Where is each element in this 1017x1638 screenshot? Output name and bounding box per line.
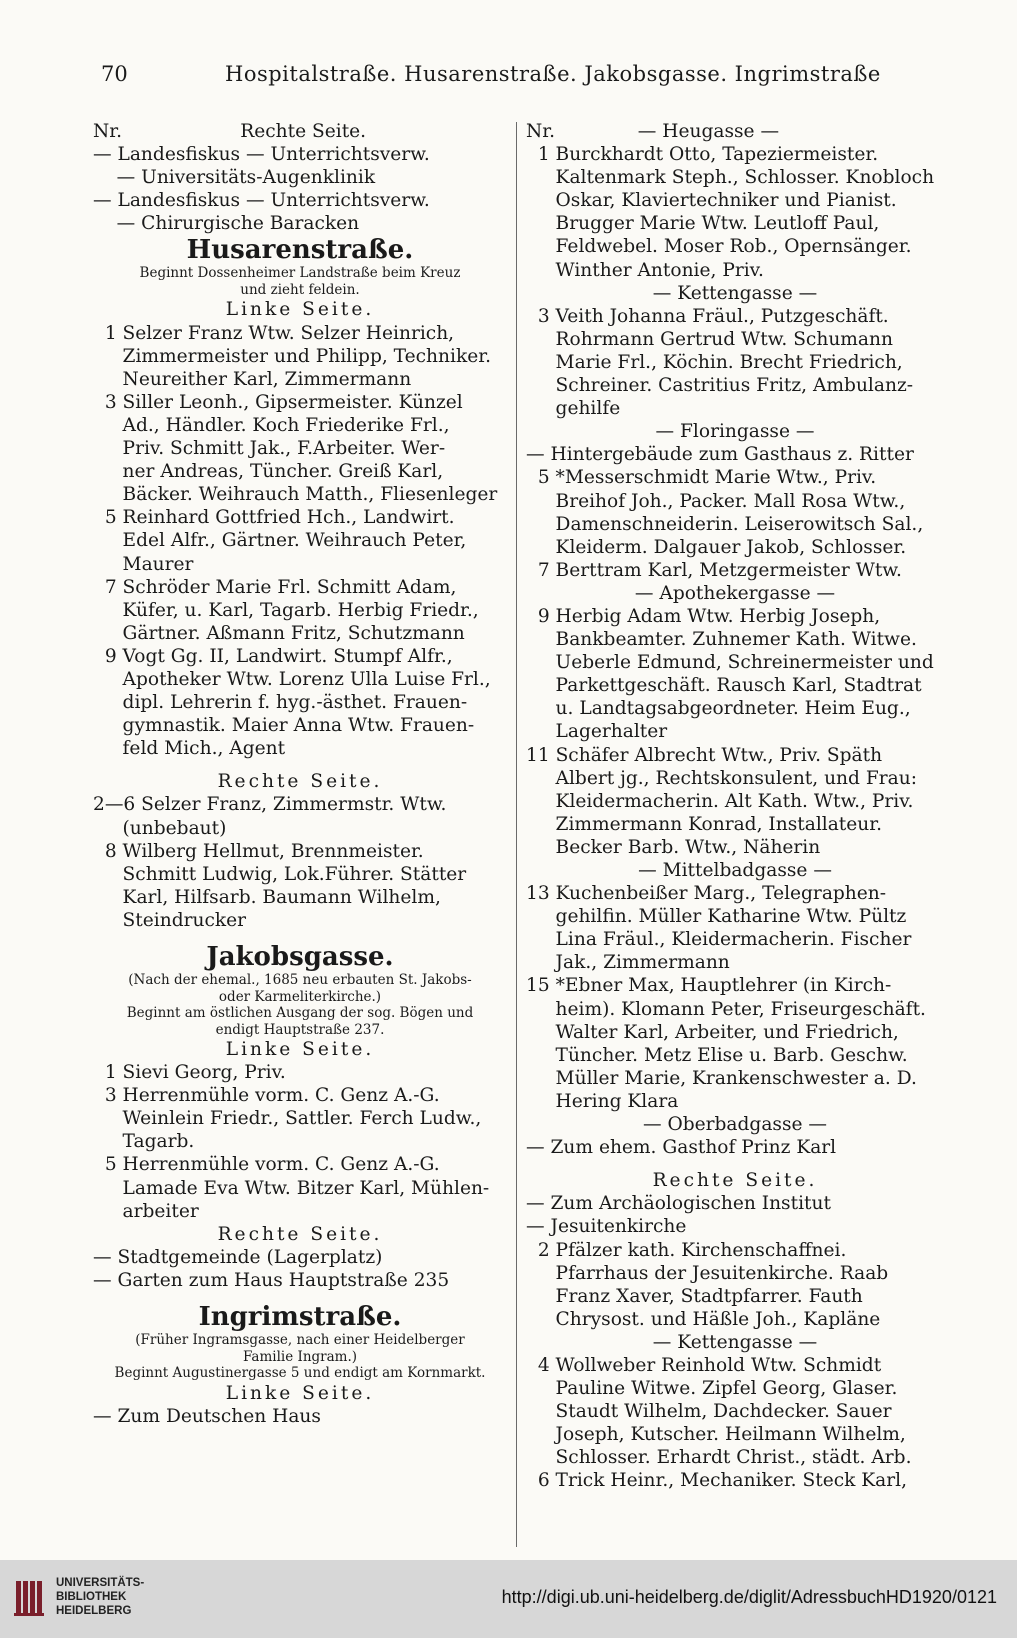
left-column-line: Steindrucker	[93, 909, 247, 931]
left-column-line: ner Andreas, Tüncher. Greiß Karl,	[93, 461, 444, 483]
left-column-line: feld Mich., Agent	[93, 738, 286, 760]
left-column-line: Linke Seite.	[225, 1382, 375, 1404]
right-column-line: Rechte Seite.	[652, 1170, 818, 1192]
left-column-line: Karl, Hilfsarb. Baumann Wilhelm,	[93, 886, 441, 908]
right-column-line: Kleiderm. Dalgauer Jakob, Schlosser.	[526, 536, 907, 558]
left-column	[93, 120, 507, 1428]
left-column-line: — Stadtgemeinde (Lagerplatz)	[93, 1246, 383, 1268]
left-column-line: Ad., Händler. Koch Friederike Frl.,	[93, 414, 450, 436]
right-column-line: Feldwebel. Moser Rob., Opernsänger.	[526, 236, 912, 258]
right-column-line: — Jesuitenkirche	[526, 1216, 687, 1238]
right-column-line: Lina Fräul., Kleidermacherin. Fischer	[526, 929, 912, 951]
left-column-line: Maurer	[93, 553, 194, 575]
right-column-line: Lagerhalter	[526, 721, 668, 743]
right-column-line: Ueberle Edmund, Schreinermeister und	[526, 652, 934, 674]
left-column-line: Rechte Seite.	[217, 1223, 383, 1245]
right-column-line: Schlosser. Erhardt Christ., städt. Arb.	[526, 1447, 912, 1469]
left-column-line: Tagarb.	[93, 1131, 195, 1153]
left-column-line: (unbebaut)	[93, 817, 227, 839]
page-number: 70	[101, 62, 128, 86]
right-column-line: gehilfin. Müller Katharine Wtw. Pültz	[526, 906, 907, 928]
left-column-line: Weinlein Friedr., Sattler. Ferch Ludw.,	[93, 1108, 482, 1130]
right-column-line: Zimmermann Konrad, Installateur.	[526, 813, 883, 835]
institution-line: BIBLIOTHEK	[56, 1591, 127, 1603]
left-column-line: 1 Selzer Franz Wtw. Selzer Heinrich,	[93, 322, 455, 344]
left-column-line: arbeiter	[93, 1200, 199, 1222]
left-column-line	[93, 1292, 507, 1302]
institution-line: UNIVERSITÄTS-	[56, 1577, 145, 1589]
right-column-line: Joseph, Kutscher. Heilmann Wilhelm,	[526, 1424, 906, 1446]
left-column-line: Rechte Seite.	[217, 771, 383, 793]
right-column-line: 5 *Messerschmidt Marie Wtw., Priv.	[526, 467, 877, 489]
right-column-line: 13 Kuchenbeißer Marg., Telegraphen-	[526, 883, 887, 905]
right-column-line: Chrysost. und Häßle Joh., Kapläne	[526, 1308, 881, 1330]
right-column-line: 4 Wollweber Reinhold Wtw. Schmidt	[526, 1354, 882, 1376]
right-column-line: Albert jg., Rechtskonsulent, und Frau:	[526, 767, 917, 789]
right-column-line: Kaltenmark Steph., Schlosser. Knobloch	[526, 167, 935, 189]
right-column-line: Pauline Witwe. Zipfel Georg, Glaser.	[526, 1378, 898, 1400]
left-column-line: endigt Hauptstraße 237.	[215, 1021, 385, 1038]
right-column-line: Rohrmann Gertrud Wtw. Schumann	[526, 328, 893, 350]
left-column-line: — Chirurgische Baracken	[93, 213, 360, 235]
left-column-line: Neureither Karl, Zimmermann	[93, 368, 412, 390]
right-column-line: 1 Burckhardt Otto, Tapeziermeister.	[526, 144, 879, 166]
left-column-line: Ingrimstraße.	[198, 1302, 402, 1333]
right-column-line: 2 Pfälzer kath. Kirchenschaffnei.	[526, 1239, 847, 1261]
left-column-line: 3 Herrenmühle vorm. C. Genz A.-G.	[93, 1085, 440, 1107]
left-column-line: — Landesfiskus — Unterrichtsverw.	[93, 144, 430, 166]
page-header	[95, 62, 925, 94]
right-column-line: Schreiner. Castritius Fritz, Ambulanz-	[526, 375, 914, 397]
left-column-line: Linke Seite.	[225, 1039, 375, 1060]
left-column-line	[93, 760, 507, 770]
institution-line: HEIDELBERG	[56, 1605, 132, 1617]
right-column-line: Brugger Marie Wtw. Leutloff Paul,	[526, 213, 880, 235]
viewer-footer	[0, 1560, 1017, 1638]
left-column-line: (Nach der ehemal., 1685 neu erbauten St. Jakobs-	[128, 972, 472, 988]
right-column-line: 7 Berttram Karl, Metzgermeister Wtw.	[526, 559, 902, 581]
left-column-line: 7 Schröder Marie Frl. Schmitt Adam,	[93, 576, 457, 598]
right-column-line: — Apothekergasse —	[634, 582, 836, 604]
left-column-line: Jakobsgasse.	[206, 942, 394, 972]
right-column-line: heim). Klomann Peter, Friseurgeschäft.	[526, 998, 926, 1020]
right-column-line: Pfarrhaus der Jesuitenkirche. Raab	[526, 1262, 889, 1284]
right-column-line: — Mittelbadgasse —	[638, 860, 832, 881]
right-column-line: — Floringasse —	[655, 421, 815, 443]
left-column-line: — Universitäts-Augenklinik	[93, 167, 376, 189]
right-column-line: u. Landtagsabgeordneter. Heim Eug.,	[526, 698, 911, 720]
right-column-line: Parkettgeschäft. Rausch Karl, Stadtrat	[526, 675, 922, 697]
left-column-line: dipl. Lehrerin f. hyg.-ästhet. Frauen-	[93, 692, 468, 714]
left-column-line: 5 Reinhard Gottfried Hch., Landwirt.	[93, 507, 455, 529]
right-column-line: Jak., Zimmermann	[526, 952, 730, 974]
right-column-line: Winther Antonie, Priv.	[526, 259, 764, 281]
right-column-line: Müller Marie, Krankenschwester a. D.	[526, 1067, 917, 1089]
left-column-line: Beginnt Dossenheimer Landstraße beim Kreuz	[139, 265, 461, 282]
right-column-line: Kleidermacherin. Alt Kath. Wtw., Priv.	[526, 790, 914, 812]
left-column-line: 9 Vogt Gg. II, Landwirt. Stumpf Alfr.,	[93, 645, 453, 667]
right-column-line: Tüncher. Metz Elise u. Barb. Geschw.	[526, 1044, 908, 1066]
right-column-line: Oskar, Klaviertechniker und Pianist.	[526, 190, 897, 212]
right-column-line: Hering Klara	[526, 1090, 679, 1112]
right-column-line: Breihof Joh., Packer. Mall Rosa Wtw.,	[526, 490, 906, 512]
right-column-line: gehilfe	[526, 398, 621, 420]
right-column-line: Franz Xaver, Stadtpfarrer. Fauth	[526, 1285, 863, 1307]
left-column-line: 5 Herrenmühle vorm. C. Genz A.-G.	[93, 1154, 440, 1176]
left-column-line: 1 Sievi Georg, Priv.	[93, 1062, 286, 1084]
institution-name	[56, 1576, 144, 1618]
right-column-line: 9 Herbig Adam Wtw. Herbig Joseph,	[526, 605, 881, 627]
right-column-line: Bankbeamter. Zuhnemer Kath. Witwe.	[526, 629, 917, 651]
left-column-line: Gärtner. Aßmann Fritz, Schutzmann	[93, 622, 465, 644]
left-column-line: Bäcker. Weihrauch Matth., Fliesenleger	[93, 484, 498, 506]
right-column-line: 11 Schäfer Albrecht Wtw., Priv. Späth	[526, 744, 883, 766]
right-column-line: 15 *Ebner Max, Hauptlehrer (in Kirch-	[526, 975, 892, 997]
left-column-line: Priv. Schmitt Jak., F.Arbeiter. Wer-	[93, 438, 446, 460]
right-column-line: — Oberbadgasse —	[642, 1114, 827, 1136]
right-column-line: Marie Frl., Köchin. Brecht Friedrich,	[526, 351, 903, 373]
right-column-line: 6 Trick Heinr., Mechaniker. Steck Karl,	[526, 1470, 908, 1492]
left-column-line: gymnastik. Maier Anna Wtw. Frauen-	[93, 715, 475, 737]
left-column-line: oder Karmeliterkirche.)	[218, 988, 382, 1005]
right-column-line: Damenschneiderin. Leiserowitsch Sal.,	[526, 513, 924, 535]
left-column-line: 8 Wilberg Hellmut, Brennmeister.	[93, 840, 424, 862]
column-divider	[516, 122, 517, 1547]
right-column-line: — Kettengasse —	[652, 282, 818, 304]
left-column-line: und zieht feldein.	[240, 281, 360, 298]
left-column-line: Nr. Rechte Seite.	[93, 121, 367, 142]
right-column-line: Walter Karl, Arbeiter, und Friedrich,	[526, 1021, 899, 1043]
left-column-line: Husarenstraße.	[186, 235, 414, 266]
left-column-line: Linke Seite.	[225, 299, 375, 321]
right-column-line: Becker Barb. Wtw., Näherin	[526, 836, 821, 858]
left-column-line: Familie Ingram.)	[242, 1348, 358, 1365]
left-column-line: Beginnt am östlichen Ausgang der sog. Bögen und	[126, 1005, 474, 1021]
left-column-line: 2—6 Selzer Franz, Zimmermstr. Wtw.	[93, 794, 447, 816]
left-column-line: — Zum Deutschen Haus	[93, 1405, 321, 1427]
left-column-line: Beginnt Augustinergasse 5 und endigt am Kornmarkt.	[114, 1365, 486, 1382]
left-column-line: Lamade Eva Wtw. Bitzer Karl, Mühlen-	[93, 1177, 490, 1199]
right-column-line: — Hintergebäude zum Gasthaus z. Ritter	[526, 444, 914, 466]
left-column-line: — Garten zum Haus Hauptstraße 235	[93, 1269, 450, 1291]
left-column-line: Schmitt Ludwig, Lok.Führer. Stätter	[93, 863, 467, 885]
left-column-line: 3 Siller Leonh., Gipsermeister. Künzel	[93, 391, 463, 413]
right-column	[526, 120, 944, 1493]
right-column-line: — Zum ehem. Gasthof Prinz Karl	[526, 1137, 837, 1159]
left-column-line: Zimmermeister und Philipp, Techniker.	[93, 345, 491, 367]
university-logo-icon	[14, 1577, 44, 1617]
left-column-line: Apotheker Wtw. Lorenz Ulla Luise Frl.,	[93, 668, 491, 690]
right-column-line: — Kettengasse —	[652, 1331, 818, 1353]
left-column-line: Edel Alfr., Gärtner. Weihrauch Peter,	[93, 530, 467, 552]
left-column-line: — Landesfiskus — Unterrichtsverw.	[93, 190, 430, 212]
right-column-line: 3 Veith Johanna Fräul., Putzgeschäft.	[526, 305, 889, 327]
source-url-link[interactable]: http://digi.ub.uni-heidelberg.de/diglit/AdressbuchHD1920/0121	[501, 1587, 997, 1607]
left-column-line	[93, 932, 507, 942]
left-column-line: Küfer, u. Karl, Tagarb. Herbig Friedr.,	[93, 599, 479, 621]
left-column-line: (Früher Ingramsgasse, nach einer Heidelberger	[135, 1332, 465, 1349]
right-column-line	[526, 1159, 944, 1169]
right-column-line: — Zum Archäologischen Institut	[526, 1193, 831, 1215]
page-title: Hospitalstraße. Husarenstraße. Jakobsgasse. Ingrimstraße	[225, 62, 881, 86]
right-column-line: Staudt Wilhelm, Dachdecker. Sauer	[526, 1401, 892, 1423]
right-column-line: Nr. — Heugasse —	[526, 121, 780, 142]
